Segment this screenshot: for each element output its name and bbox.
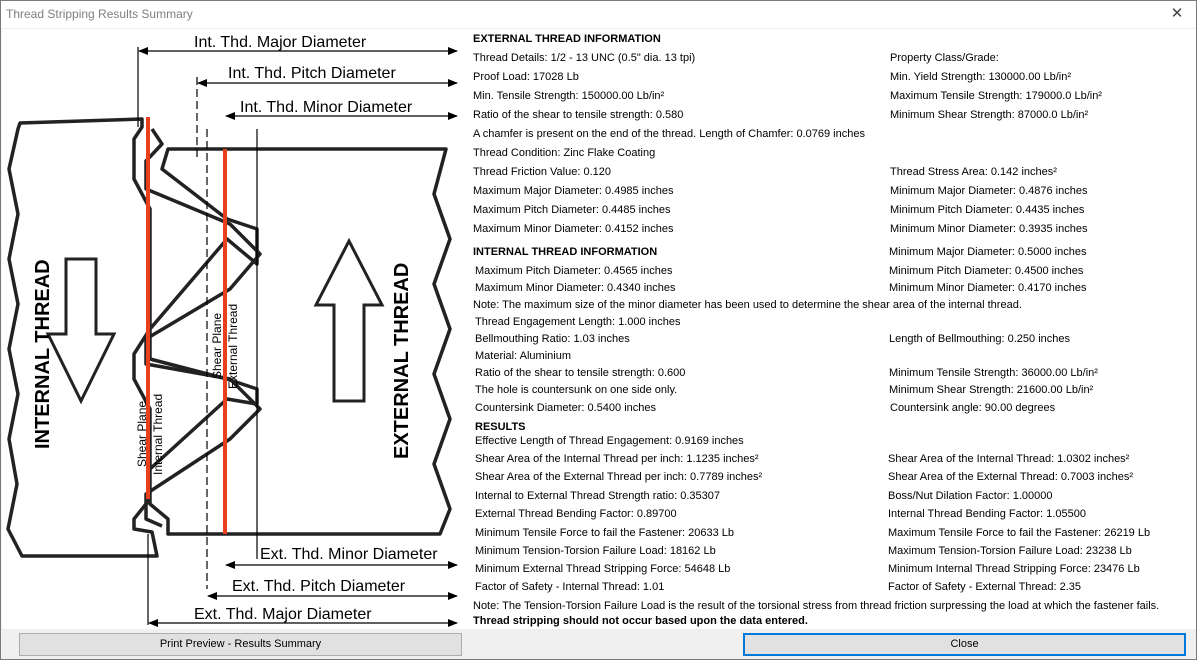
res-eff-length: Effective Length of Thread Engagement: 0.9169 inches [475,435,744,447]
int-pitch-label: Int. Thd. Pitch Diameter [228,65,396,82]
int-minor-label: Int. Thd. Minor Diameter [240,99,413,116]
res-max-tensile-force: Maximum Tensile Force to fail the Fastener: 26219 Lb [888,527,1151,539]
close-button[interactable]: Close [743,633,1186,656]
ext-friction: Thread Friction Value: 0.120 [473,166,611,178]
res-dilation: Boss/Nut Dilation Factor: 1.00000 [888,490,1053,502]
title-bar [1,1,1196,28]
res-min-tt-load: Minimum Tension-Torsion Failure Load: 18162 Lb [475,545,716,557]
int-max-minor: Maximum Minor Diameter: 0.4340 inches [475,282,676,294]
internal-thread-label: INTERNAL THREAD [32,259,54,449]
res-shear-ext: Shear Area of the External Thread: 0.7003 inches² [888,471,1134,483]
int-material: Material: Aluminium [475,350,571,362]
res-conclusion: Thread stripping should not occur based upon the data entered. [473,615,808,627]
int-min-pitch: Minimum Pitch Diameter: 0.4500 inches [889,265,1084,277]
int-bell-ratio: Bellmouthing Ratio: 1.03 inches [475,333,630,345]
res-min-int-strip: Minimum Internal Thread Stripping Force: 23476 Lb [888,563,1140,575]
res-ext-bending: External Thread Bending Factor: 0.89700 [475,508,677,520]
int-min-shear: Minimum Shear Strength: 21600.00 Lb/in² [889,384,1094,396]
results-heading: RESULTS [475,421,526,433]
ext-pitch-label: Ext. Thd. Pitch Diameter [232,578,406,595]
res-min-tensile-force: Minimum Tensile Force to fail the Fastener: 20633 Lb [475,527,735,539]
int-min-tensile: Minimum Tensile Strength: 36000.00 Lb/in² [889,367,1098,379]
close-icon[interactable]: ✕ [1170,5,1184,22]
ext-property-class: Property Class/Grade: [890,52,999,64]
int-bell-length: Length of Bellmouthing: 0.250 inches [889,333,1071,345]
ext-max-tensile: Maximum Tensile Strength: 179000.0 Lb/in² [890,90,1102,102]
ext-condition: Thread Condition: Zinc Flake Coating [473,147,656,159]
int-max-pitch: Maximum Pitch Diameter: 0.4565 inches [475,265,673,277]
thread-diagram-svg [2,29,463,629]
ext-min-minor: Minimum Minor Diameter: 0.3935 inches [890,223,1088,235]
res-shear-int: Shear Area of the Internal Thread: 1.0302 inches² [888,453,1130,465]
ext-stress-area: Thread Stress Area: 0.142 inches² [890,166,1057,178]
res-shear-int-per-inch: Shear Area of the Internal Thread per inch: 1.1235 inches² [475,453,759,465]
res-note: Note: The Tension-Torsion Failure Load is the result of the torsional stress from thread friction surpressing the load at which the fastener fails. [473,600,1160,612]
ext-max-pitch: Maximum Pitch Diameter: 0.4485 inches [473,204,671,216]
ext-min-major: Minimum Major Diameter: 0.4876 inches [890,185,1088,197]
external-thread-label: EXTERNAL THREAD [391,262,413,459]
shear-ext-thread-label: External Thread [226,303,240,389]
int-shear-ratio: Ratio of the shear to tensile strength: 0.600 [475,367,686,379]
shear-plane-ext-label: Shear Plane [210,312,224,379]
res-strength-ratio: Internal to External Thread Strength ratio: 0.35307 [475,490,721,502]
res-shear-ext-per-inch: Shear Area of the External Thread per inch: 0.7789 inches² [475,471,763,483]
int-cs-diameter: Countersink Diameter: 0.5400 inches [475,402,656,414]
shear-plane-int-label: Shear Plane [135,400,149,467]
ext-min-shear: Minimum Shear Strength: 87000.0 Lb/in² [890,109,1089,121]
internal-heading: INTERNAL THREAD INFORMATION [473,246,658,258]
ext-min-tensile: Min. Tensile Strength: 150000.00 Lb/in² [473,90,665,102]
ext-max-major: Maximum Major Diameter: 0.4985 inches [473,185,674,197]
int-cs-angle: Countersink angle: 90.00 degrees [890,402,1056,414]
res-max-tt-load: Maximum Tension-Torsion Failure Load: 23238 Lb [888,545,1132,557]
int-engagement: Thread Engagement Length: 1.000 inches [475,316,681,328]
results-text-panel [463,29,1196,629]
ext-chamfer: A chamfer is present on the end of the thread. Length of Chamfer: 0.0769 inches [473,128,865,140]
res-fos-ext: Factor of Safety - External Thread: 2.35 [888,581,1082,593]
window-title: Thread Stripping Results Summary [6,7,193,21]
external-heading: EXTERNAL THREAD INFORMATION [473,33,661,45]
int-min-minor: Minimum Minor Diameter: 0.4170 inches [889,282,1087,294]
res-min-ext-strip: Minimum External Thread Stripping Force: 54648 Lb [475,563,731,575]
res-fos-int: Factor of Safety - Internal Thread: 1.01 [475,581,665,593]
int-countersunk: The hole is countersunk on one side only. [475,384,678,396]
int-major-label: Int. Thd. Major Diameter [194,34,367,51]
res-int-bending: Internal Thread Bending Factor: 1.05500 [888,508,1086,520]
ext-shear-ratio: Ratio of the shear to tensile strength: 0.580 [473,109,684,121]
shear-int-thread-label: Internal Thread [151,393,165,475]
thread-diagram [2,29,463,629]
print-preview-button[interactable]: Print Preview - Results Summary [19,633,462,656]
ext-thread-details: Thread Details: 1/2 - 13 UNC (0.5" dia. 13 tpi) [473,52,696,64]
ext-minor-label: Ext. Thd. Minor Diameter [260,546,438,563]
ext-proof-load: Proof Load: 17028 Lb [473,71,579,83]
ext-major-label: Ext. Thd. Major Diameter [194,606,372,623]
int-note: Note: The maximum size of the minor diameter has been used to determine the shear area of the internal thread. [473,299,1022,311]
ext-max-minor: Maximum Minor Diameter: 0.4152 inches [473,223,674,235]
ext-min-pitch: Minimum Pitch Diameter: 0.4435 inches [890,204,1085,216]
ext-min-yield: Min. Yield Strength: 130000.00 Lb/in² [890,71,1072,83]
int-min-major: Minimum Major Diameter: 0.5000 inches [889,246,1087,258]
